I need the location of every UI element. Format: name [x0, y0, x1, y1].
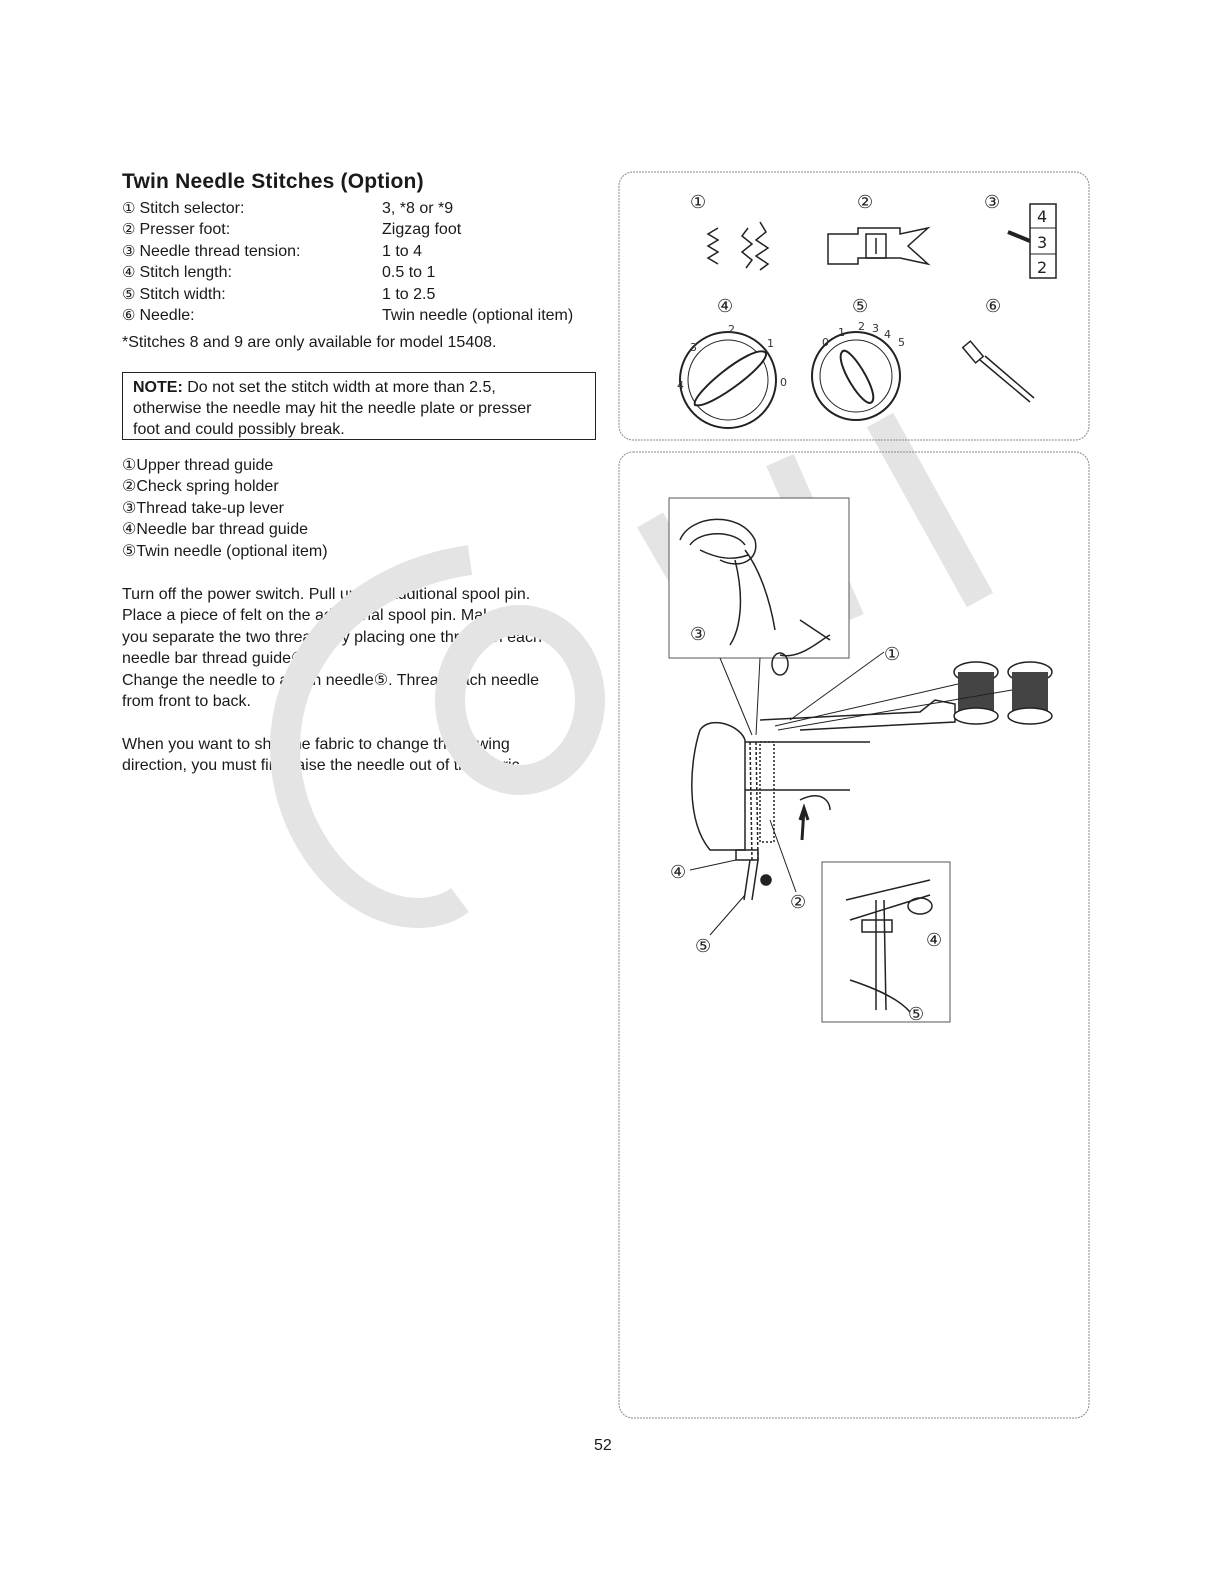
page-title: Twin Needle Stitches (Option): [122, 170, 424, 193]
svg-text:1: 1: [838, 326, 845, 339]
model-footnote: *Stitches 8 and 9 are only available for model 15408.: [122, 334, 497, 351]
part-item: ⑤Twin needle (optional item): [122, 542, 328, 560]
svg-text:2: 2: [1037, 258, 1048, 277]
text-line: Place a piece of felt on the additional spool pin. Make sure: [122, 607, 536, 625]
svg-text:3: 3: [872, 322, 879, 335]
text-line: needle bar thread guide④.: [122, 650, 310, 668]
callout-take-up-lever: ③: [690, 624, 707, 645]
callout-upper-thread-guide: ①: [884, 644, 901, 665]
svg-text:4: 4: [677, 379, 684, 392]
stitch-length-scale-icon: [1008, 204, 1056, 278]
callout-number: ⑤: [122, 285, 136, 303]
callout-5: ⑤: [852, 296, 869, 317]
zigzag-foot-icon: [828, 228, 928, 264]
copy-watermark: [285, 420, 980, 913]
setting-label: Stitch width:: [139, 285, 226, 303]
svg-text:3: 3: [1037, 233, 1048, 252]
text-line: direction, you must first raise the needle out of the fabric.: [122, 757, 524, 775]
setting-value: Twin needle (optional item): [382, 306, 574, 324]
callout-inset-needle-bar-guide: ④: [926, 930, 943, 951]
callout-6: ⑥: [985, 296, 1002, 317]
callout-needle-bar-guide: ④: [670, 862, 687, 883]
callout-number: ⑥: [122, 306, 136, 324]
setting-value: 0.5 to 1: [382, 264, 436, 282]
text-line: Change the needle to a twin needle⑤. Thread each needle: [122, 671, 540, 689]
note-line: Do not set the stitch width at more than 2.5,: [182, 379, 496, 396]
callout-number: ②: [122, 221, 136, 239]
page-number: 52: [594, 1437, 612, 1454]
text-line: you separate the two threads by placing one thread in each: [122, 628, 542, 646]
stitch-width-dial-icon: [812, 320, 905, 420]
callout-check-spring: ②: [790, 892, 807, 913]
callout-1: ①: [690, 192, 707, 213]
note-line: otherwise the needle may hit the needle plate or presser: [133, 400, 532, 417]
part-item: ②Check spring holder: [122, 478, 279, 496]
setting-value: 1 to 4: [382, 242, 423, 260]
note-label: NOTE:: [133, 379, 183, 396]
callout-twin-needle: ⑤: [695, 936, 712, 957]
svg-text:2: 2: [858, 320, 865, 333]
setting-label: Presser foot:: [139, 221, 231, 239]
setting-value: 1 to 2.5: [382, 285, 436, 303]
svg-text:5: 5: [898, 336, 905, 349]
callout-inset-twin-needle: ⑤: [908, 1004, 925, 1025]
text-line: Turn off the power switch. Pull up the additional spool pin.: [122, 586, 531, 603]
twin-needle-icon: [963, 341, 1034, 402]
callout-2: ②: [857, 192, 874, 213]
text-line: from front to back.: [122, 693, 251, 711]
thread-tension-dial-icon: [677, 323, 787, 428]
setting-label: Needle:: [139, 306, 195, 324]
setting-value: 3, *8 or *9: [382, 200, 454, 217]
callout-4: ④: [717, 296, 734, 317]
part-item: ③Thread take-up lever: [122, 499, 284, 517]
setting-value: Zigzag foot: [382, 221, 462, 239]
thread-spool-icon: [954, 662, 1052, 724]
callout-3: ③: [984, 192, 1001, 213]
note-line: foot and could possibly break.: [133, 421, 345, 438]
text-line: When you want to shift the fabric to change the sewing: [122, 736, 510, 753]
svg-text:0: 0: [822, 336, 829, 349]
part-item: ④Needle bar thread guide: [122, 521, 309, 539]
callout-number: ③: [122, 242, 136, 260]
part-item: ①Upper thread guide: [122, 457, 274, 474]
callout-number: ④: [122, 264, 136, 282]
zigzag-stitch-icon: [708, 222, 768, 270]
svg-text:4: 4: [884, 328, 891, 341]
setting-label: Stitch selector:: [139, 200, 245, 217]
arrow-icon: [800, 808, 808, 840]
svg-text:2: 2: [728, 323, 735, 336]
svg-text:1: 1: [767, 337, 774, 350]
svg-text:0: 0: [780, 376, 787, 389]
svg-text:3: 3: [690, 341, 697, 354]
svg-text:4: 4: [1037, 207, 1048, 226]
setting-label: Stitch length:: [139, 264, 232, 282]
callout-number: ①: [122, 200, 136, 217]
setting-label: Needle thread tension:: [139, 242, 301, 260]
